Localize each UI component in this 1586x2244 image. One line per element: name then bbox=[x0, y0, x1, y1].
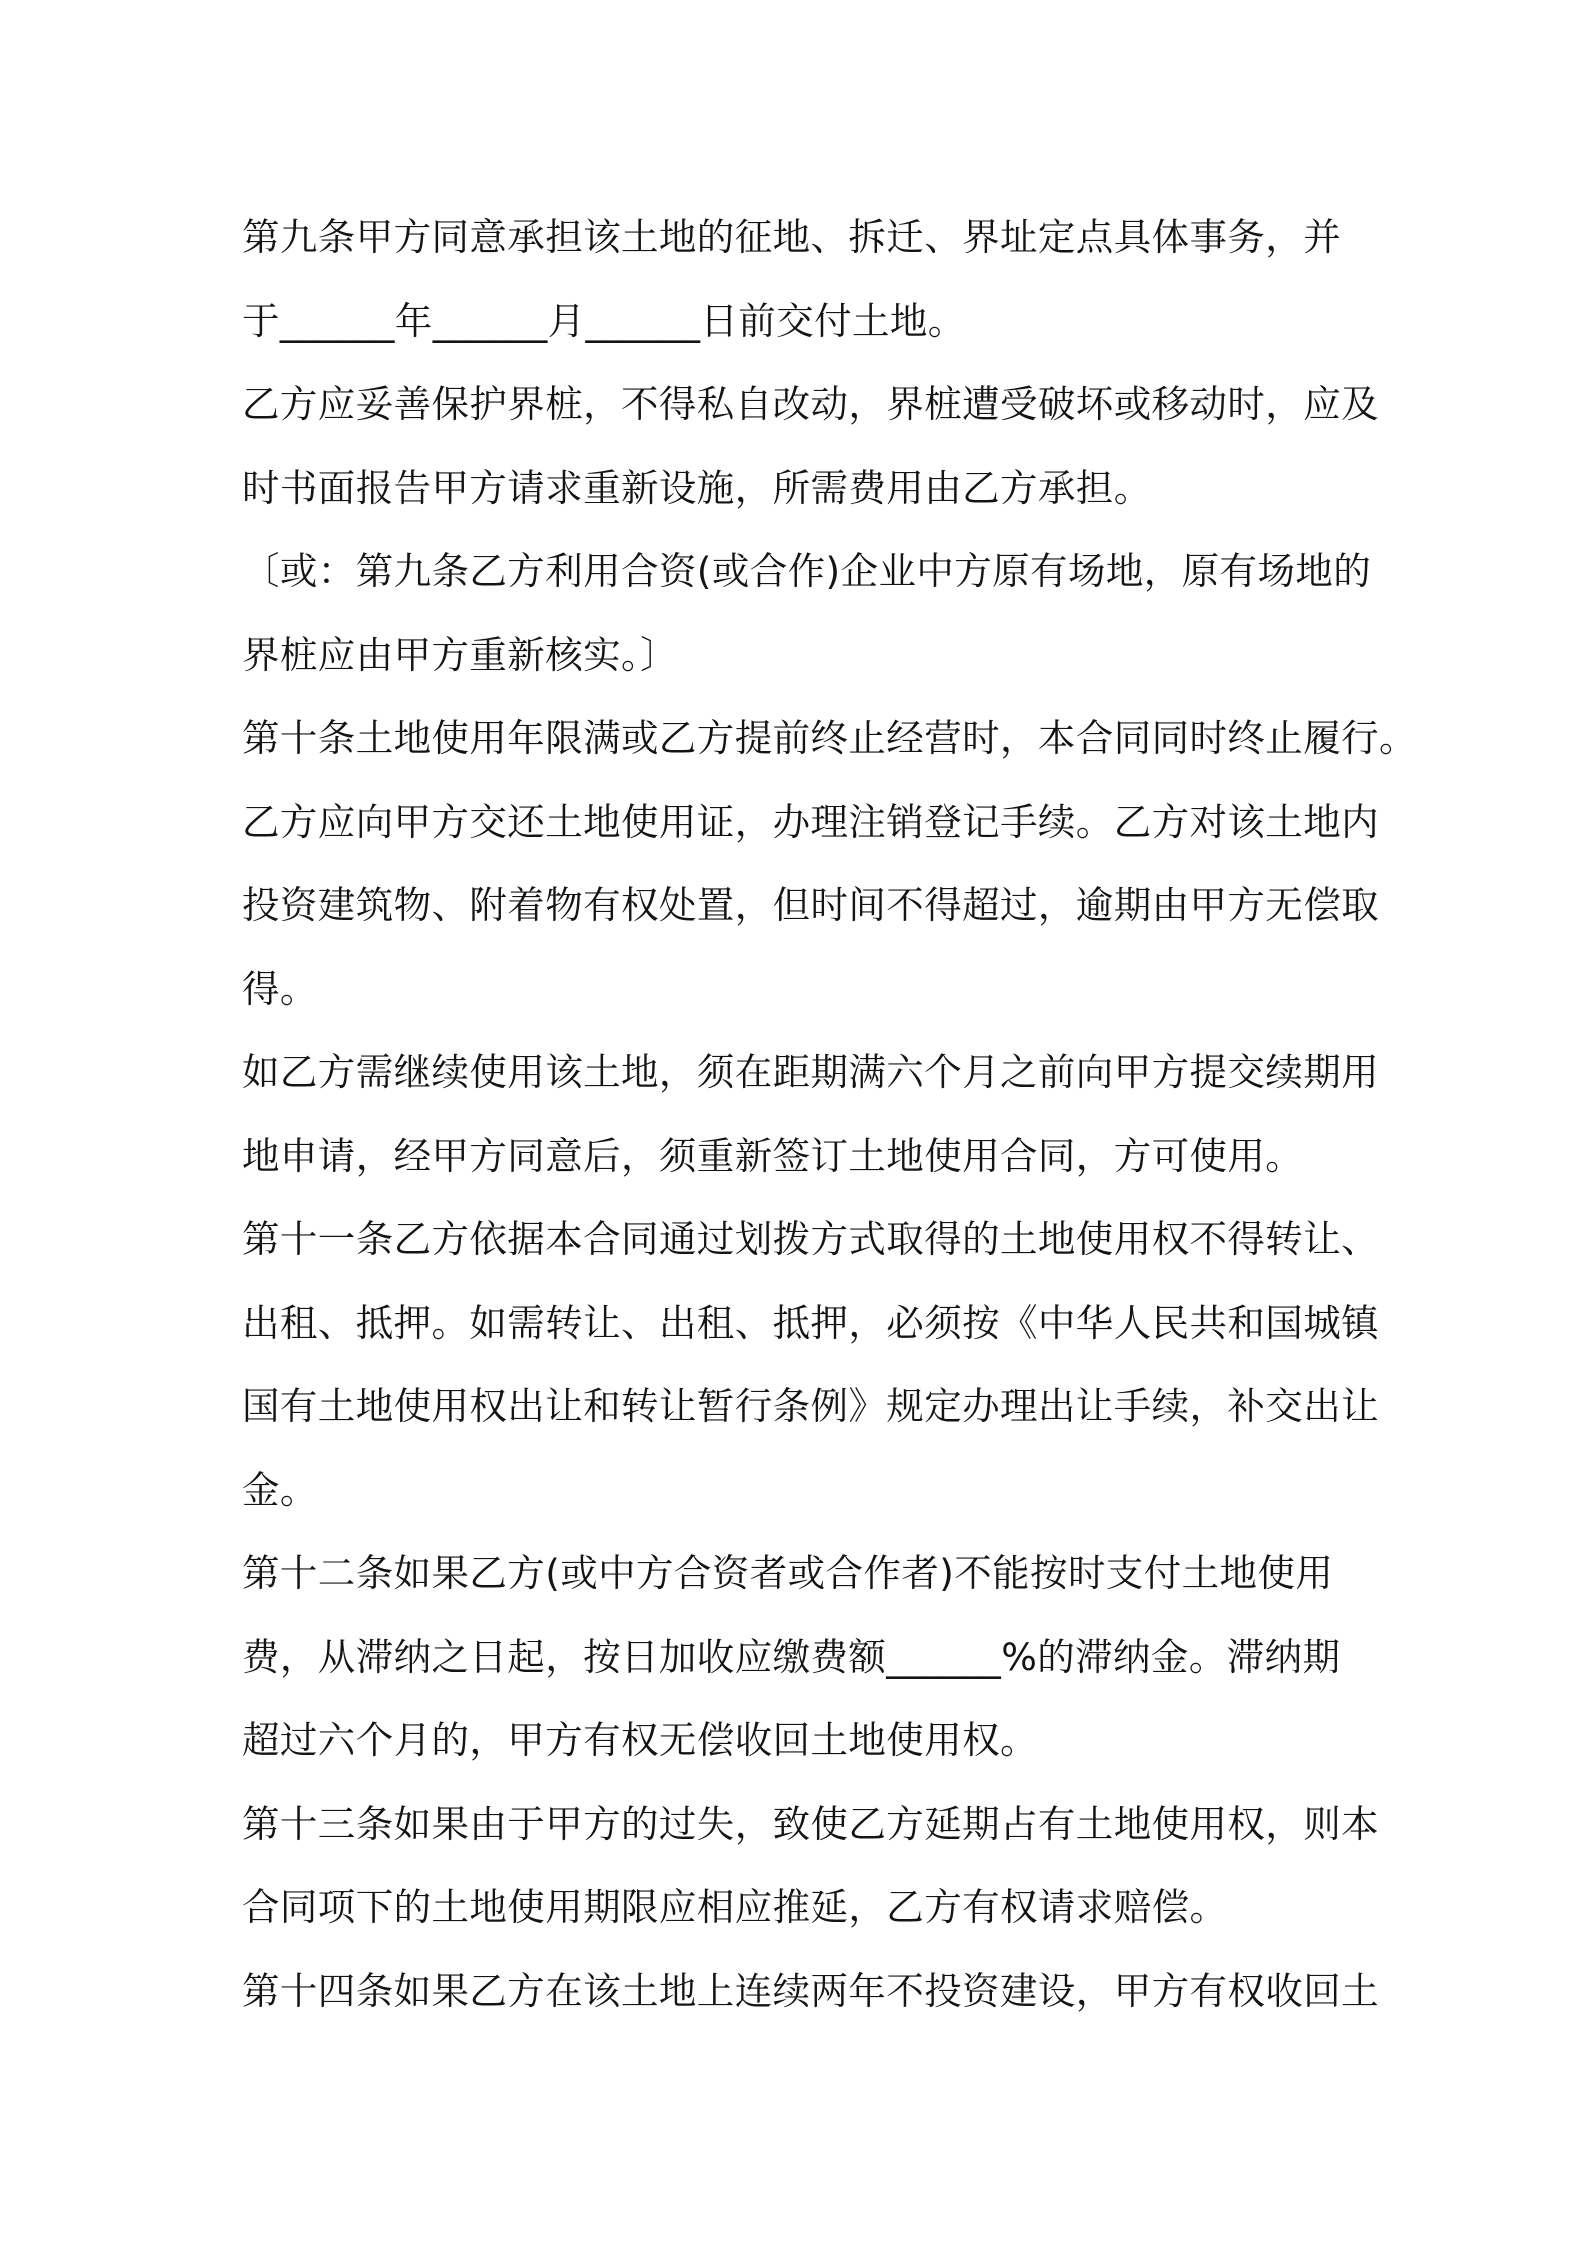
text-line: 于______年______月______日前交付土地。 bbox=[242, 298, 966, 343]
text-line: 费，从滞纳之日起，按日加收应缴费额______%的滞纳金。滞纳期 bbox=[242, 1634, 1341, 1679]
text-line: 第十四条如果乙方在该土地上连续两年不投资建设，甲方有权收回土 bbox=[242, 1968, 1379, 2013]
text-line: 如乙方需继续使用该土地，须在距期满六个月之前向甲方提交续期用 bbox=[242, 1050, 1379, 1094]
text-line: 地申请，经甲方同意后，须重新签订土地使用合同，方可使用。 bbox=[242, 1133, 1304, 1178]
text-line: 第十二条如果乙方(或中方合资者或合作者)不能按时支付土地使用 bbox=[242, 1551, 1334, 1595]
text-line: 第十三条如果由于甲方的过失，致使乙方延期占有土地使用权，则本 bbox=[242, 1801, 1379, 1846]
text-line: 时书面报告甲方请求重新设施，所需费用由乙方承担。 bbox=[242, 465, 1152, 510]
text-line: 出租、抵押。如需转让、出租、抵押，必须按《中华人民共和国城镇 bbox=[242, 1300, 1379, 1345]
text-line: 第十一条乙方依据本合同通过划拨方式取得的土地使用权不得转让、 bbox=[242, 1217, 1379, 1261]
text-line: 乙方应妥善保护界桩，不得私自改动，界桩遭受破坏或移动时，应及 bbox=[242, 382, 1379, 426]
text-line: 金。 bbox=[242, 1467, 318, 1512]
text-line: 〔或：第九条乙方利用合资(或合作)企业中方原有场地，原有场地的 bbox=[242, 549, 1372, 593]
text-line: 投资建筑物、附着物有权处置，但时间不得超过，逾期由甲方无偿取 bbox=[242, 883, 1379, 927]
text-line: 乙方应向甲方交还土地使用证，办理注销登记手续。乙方对该土地内 bbox=[242, 799, 1379, 844]
text-line: 国有土地使用权出让和转让暂行条例》规定办理出让手续，补交出让 bbox=[242, 1384, 1379, 1428]
text-line: 得。 bbox=[242, 966, 318, 1011]
text-line: 第九条甲方同意承担该土地的征地、拆迁、界址定点具体事务，并 bbox=[242, 215, 1342, 259]
contract-body-text bbox=[242, 196, 1417, 2033]
text-line: 第十条土地使用年限满或乙方提前终止经营时，本合同同时终止履行。 bbox=[242, 716, 1417, 760]
text-line: 界桩应由甲方重新核实。〕 bbox=[242, 632, 679, 677]
text-line: 超过六个月的，甲方有权无偿收回土地使用权。 bbox=[242, 1718, 1038, 1762]
text-line: 合同项下的土地使用期限应相应推延，乙方有权请求赔偿。 bbox=[242, 1885, 1228, 1929]
